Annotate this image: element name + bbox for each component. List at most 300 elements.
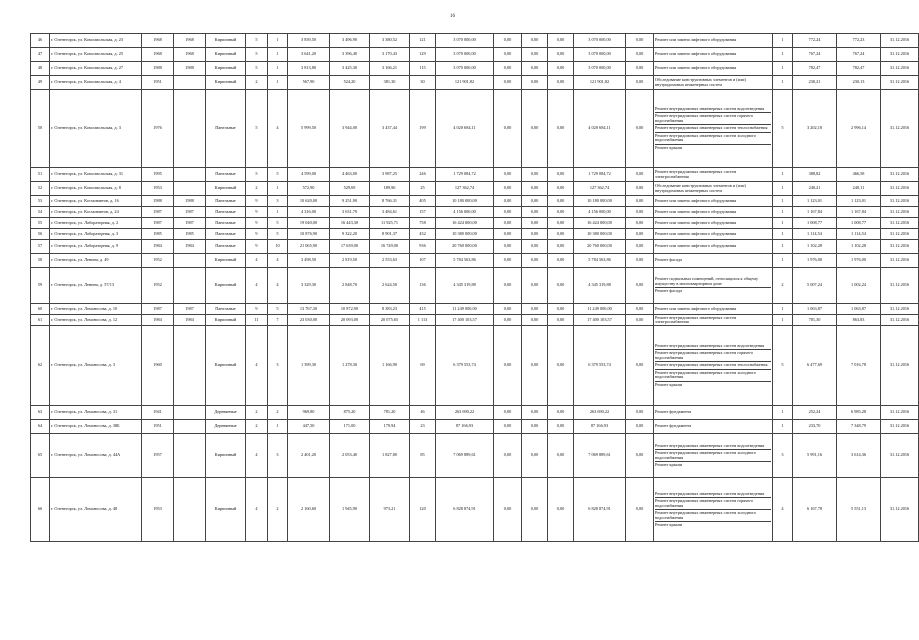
max-unit-cost-cell: 782,47 xyxy=(837,62,881,76)
work-types-cell xyxy=(654,240,773,254)
total-cost-cell: 4 156 000,00 xyxy=(436,207,494,218)
fund-source-2-cell: 0,00 xyxy=(522,406,548,420)
fund-source-2-cell: 0,00 xyxy=(522,34,548,48)
work-type-line: Ремонт или замена лифтового оборудования xyxy=(655,243,737,249)
residents-cell: 136 xyxy=(410,268,436,304)
commission-year-cell: 1987 xyxy=(174,218,206,229)
total-area-cell: 969,80 xyxy=(288,406,330,420)
work-type-line: Обследование конструктивных элементов и (или) внутридомовых инженерных систем xyxy=(655,183,746,193)
premises-area-cell: 2 848,70 xyxy=(330,268,370,304)
table-row xyxy=(31,207,919,218)
deadline-cell: 31.12.2016 xyxy=(881,218,919,229)
fund-source-3-cell: 0,00 xyxy=(548,434,574,478)
fund-source-3-cell: 0,00 xyxy=(548,62,574,76)
work-types-cell xyxy=(654,62,773,76)
table-row xyxy=(31,90,919,168)
fund-source-2-cell: 0,00 xyxy=(522,240,548,254)
row-number: 47 xyxy=(31,48,50,62)
deadline-cell: 31.12.2016 xyxy=(881,254,919,268)
work-type-line: Ремонт или замена лифтового оборудования xyxy=(655,51,737,57)
commission-year-cell xyxy=(174,326,206,406)
fund-source-1-cell: 0,00 xyxy=(494,76,522,90)
fund-source-2-cell: 0,00 xyxy=(522,229,548,240)
total-cost-cell: 6 828 874,91 xyxy=(436,478,494,542)
max-unit-cost-cell: 7 016,78 xyxy=(837,326,881,406)
total-area-cell: 3 329,30 xyxy=(288,268,330,304)
fund-source-2-cell: 0,00 xyxy=(522,315,548,326)
work-types-cell xyxy=(654,420,773,434)
wall-material-cell: Панельные xyxy=(206,218,246,229)
owners-funds-cell: 4 020 684,11 xyxy=(574,90,626,168)
residential-area-cell: 20 075,65 xyxy=(370,315,410,326)
total-area-cell: 3 813,80 xyxy=(288,62,330,76)
fund-source-2-cell: 0,00 xyxy=(522,434,548,478)
unit-cost-cell: 1 114,54 xyxy=(793,229,837,240)
work-types-cell xyxy=(654,315,773,326)
row-number: 59 xyxy=(31,268,50,304)
residential-area-cell: 11 925,71 xyxy=(370,218,410,229)
entrances-cell: 1 xyxy=(268,207,288,218)
row-number: 46 xyxy=(31,34,50,48)
fund-source-1-cell: 0,00 xyxy=(494,48,522,62)
total-cost-cell: 20 760 000,00 xyxy=(436,240,494,254)
table-row xyxy=(31,326,919,406)
residential-area-cell: 1 827,80 xyxy=(370,434,410,478)
other-funds-cell: 0,00 xyxy=(626,90,654,168)
residents-cell: 432 xyxy=(410,229,436,240)
residents-cell: 199 xyxy=(410,90,436,168)
work-type-line: Ремонт внутридомовых инженерных систем теплоснабжения xyxy=(655,125,771,133)
entrances-cell: 4 xyxy=(268,268,288,304)
other-funds-cell: 0,00 xyxy=(626,240,654,254)
max-unit-cost-cell: 1 114,54 xyxy=(837,229,881,240)
build-year-cell: 1968 xyxy=(142,48,174,62)
entrances-cell: 5 xyxy=(268,304,288,315)
work-count-cell: 2 xyxy=(773,268,793,304)
residential-area-cell: 381,30 xyxy=(370,76,410,90)
commission-year-cell: 1988 xyxy=(174,196,206,207)
owners-funds-cell: 121 901,82 xyxy=(574,76,626,90)
work-type-line: Ремонт или замена лифтового оборудования xyxy=(655,65,737,71)
row-number: 62 xyxy=(31,326,50,406)
floors-cell: 2 xyxy=(246,420,268,434)
max-unit-cost-cell: 1 063,87 xyxy=(837,304,881,315)
max-unit-cost-cell: 1 002,24 xyxy=(837,268,881,304)
address-cell: г. Оленегорск, ул. Комсомольская, д. 4 xyxy=(50,76,142,90)
table-row xyxy=(31,196,919,207)
fund-source-2-cell: 0,00 xyxy=(522,196,548,207)
work-type-line: Ремонт крыши xyxy=(655,462,683,467)
owners-funds-cell: 20 760 000,00 xyxy=(574,240,626,254)
address-cell: г. Оленегорск, ул. Лабораторная, д. 2 xyxy=(50,218,142,229)
build-year-cell: 1952 xyxy=(142,254,174,268)
floors-cell: 5 xyxy=(246,62,268,76)
address-cell: г. Оленегорск, ул. Космонавтов, д. 16 xyxy=(50,196,142,207)
total-cost-cell: 263 690,22 xyxy=(436,406,494,420)
commission-year-cell xyxy=(174,268,206,304)
work-count-cell: 5 xyxy=(773,90,793,168)
table-row xyxy=(31,420,919,434)
row-number: 56 xyxy=(31,229,50,240)
residential-area-cell: 189,96 xyxy=(370,182,410,196)
table-row xyxy=(31,76,919,90)
fund-source-1-cell: 0,00 xyxy=(494,420,522,434)
fund-source-1-cell: 0,00 xyxy=(494,315,522,326)
commission-year-cell: 1984 xyxy=(174,240,206,254)
total-area-cell: 447,50 xyxy=(288,420,330,434)
total-cost-cell: 7 069 889,61 xyxy=(436,434,494,478)
other-funds-cell: 0,00 xyxy=(626,229,654,240)
total-cost-cell: 3 070 000,00 xyxy=(436,62,494,76)
address-cell: г. Оленегорск, ул. Комсомольская, д. 8 xyxy=(50,182,142,196)
work-count-cell: 1 xyxy=(773,229,793,240)
address-cell: г. Оленегорск, ул. Ленина, д. 49 xyxy=(50,254,142,268)
floors-cell: 9 xyxy=(246,218,268,229)
total-area-cell: 10 876,90 xyxy=(288,229,330,240)
work-type-line: Ремонт или замена лифтового оборудования xyxy=(655,230,737,236)
work-types-cell xyxy=(654,254,773,268)
floors-cell: 4 xyxy=(246,326,268,406)
work-count-cell: 1 xyxy=(773,218,793,229)
fund-source-3-cell: 0,00 xyxy=(548,48,574,62)
fund-source-3-cell: 0,00 xyxy=(548,76,574,90)
work-types-cell xyxy=(654,304,773,315)
residential-area-cell: 781,20 xyxy=(370,406,410,420)
wall-material-cell: Кирпичный xyxy=(206,254,246,268)
fund-source-3-cell: 0,00 xyxy=(548,196,574,207)
work-type-line: Ремонт внутридомовых инженерных систем теплоснабжения xyxy=(655,362,771,370)
work-count-cell: 1 xyxy=(773,76,793,90)
fund-source-3-cell: 0,00 xyxy=(548,218,574,229)
residential-area-cell: 3 380,52 xyxy=(370,34,410,48)
residential-area-cell: 3 437,44 xyxy=(370,90,410,168)
total-area-cell: 3 839,50 xyxy=(288,34,330,48)
deadline-cell: 31.12.2016 xyxy=(881,168,919,182)
entrances-cell: 1 xyxy=(268,34,288,48)
residents-cell: 46 xyxy=(410,406,436,420)
work-type-line: Ремонт крыши xyxy=(655,522,683,527)
premises-area-cell: 1 278,30 xyxy=(330,326,370,406)
table-row xyxy=(31,434,919,478)
fund-source-2-cell: 0,00 xyxy=(522,326,548,406)
address-cell: г. Оленегорск, ул. Комсомольская, д. 25 xyxy=(50,48,142,62)
floors-cell: 5 xyxy=(246,168,268,182)
total-cost-cell: 1 729 084,72 xyxy=(436,168,494,182)
deadline-cell: 31.12.2016 xyxy=(881,268,919,304)
fund-source-3-cell: 0,00 xyxy=(548,182,574,196)
work-type-line: Ремонт внутридомовых инженерных систем горячего водоснабжения xyxy=(655,498,771,510)
other-funds-cell: 0,00 xyxy=(626,434,654,478)
total-cost-cell: 127 362,74 xyxy=(436,182,494,196)
fund-source-1-cell: 0,00 xyxy=(494,168,522,182)
work-type-line: Ремонт или замена лифтового оборудования xyxy=(655,37,737,43)
work-types-cell xyxy=(654,229,773,240)
owners-funds-cell: 263 690,22 xyxy=(574,406,626,420)
unit-cost-cell: 5 007,24 xyxy=(793,268,837,304)
premises-area-cell: 3 631,70 xyxy=(330,207,370,218)
floors-cell: 4 xyxy=(246,254,268,268)
total-area-cell: 567,90 xyxy=(288,76,330,90)
fund-source-1-cell: 0,00 xyxy=(494,34,522,48)
total-cost-cell: 10 380 000,00 xyxy=(436,229,494,240)
build-year-cell: 1995 xyxy=(142,168,174,182)
max-unit-cost-cell: 230,13 xyxy=(837,76,881,90)
total-cost-cell: 87 166,93 xyxy=(436,420,494,434)
other-funds-cell: 0,00 xyxy=(626,182,654,196)
unit-cost-cell: 252,24 xyxy=(793,406,837,420)
residents-cell: 157 xyxy=(410,207,436,218)
max-unit-cost-cell: 1 008,77 xyxy=(837,218,881,229)
owners-funds-cell: 7 069 889,61 xyxy=(574,434,626,478)
work-types-cell xyxy=(654,326,773,406)
fund-source-1-cell: 0,00 xyxy=(494,326,522,406)
total-area-cell: 21 065,90 xyxy=(288,240,330,254)
residents-cell: 25 xyxy=(410,182,436,196)
commission-year-cell: 1987 xyxy=(174,304,206,315)
work-types-cell xyxy=(654,182,773,196)
premises-area-cell: 16 443,30 xyxy=(330,218,370,229)
table-row xyxy=(31,268,919,304)
residential-area-cell: 8 766,31 xyxy=(370,196,410,207)
row-number: 53 xyxy=(31,196,50,207)
premises-area-cell: 875,20 xyxy=(330,406,370,420)
wall-material-cell: Кирпичный xyxy=(206,62,246,76)
fund-source-3-cell: 0,00 xyxy=(548,168,574,182)
premises-area-cell: 3 496,90 xyxy=(330,34,370,48)
residential-area-cell: 8 901,37 xyxy=(370,229,410,240)
build-year-cell: 1960 xyxy=(142,326,174,406)
residential-area-cell: 16 749,00 xyxy=(370,240,410,254)
fund-source-1-cell: 0,00 xyxy=(494,406,522,420)
total-area-cell: 1 399,30 xyxy=(288,326,330,406)
fund-source-2-cell: 0,00 xyxy=(522,207,548,218)
other-funds-cell: 0,00 xyxy=(626,254,654,268)
total-cost-cell: 17 400 103,57 xyxy=(436,315,494,326)
fund-source-3-cell: 0,00 xyxy=(548,229,574,240)
owners-funds-cell: 6 379 553,74 xyxy=(574,326,626,406)
fund-source-2-cell: 0,00 xyxy=(522,90,548,168)
row-number: 51 xyxy=(31,168,50,182)
wall-material-cell: Кирпичный xyxy=(206,76,246,90)
build-year-cell: 1985 xyxy=(142,229,174,240)
table-row xyxy=(31,254,919,268)
entrances-cell: 5 xyxy=(268,218,288,229)
residential-area-cell: 3 484,61 xyxy=(370,207,410,218)
other-funds-cell: 0,00 xyxy=(626,268,654,304)
build-year-cell: 1968 xyxy=(142,34,174,48)
unit-cost-cell: 230,21 xyxy=(793,76,837,90)
unit-cost-cell: 5 991,16 xyxy=(793,434,837,478)
entrances-cell: 1 xyxy=(268,62,288,76)
total-area-cell: 19 040,00 xyxy=(288,218,330,229)
address-cell: г. Оленегорск, ул. Комсомольская, д. 3 xyxy=(50,90,142,168)
wall-material-cell: Панельные xyxy=(206,196,246,207)
unit-cost-cell: 240,21 xyxy=(793,182,837,196)
premises-area-cell: 3 425,30 xyxy=(330,62,370,76)
total-cost-cell: 16 424 000,00 xyxy=(436,218,494,229)
total-area-cell: 2 401,20 xyxy=(288,434,330,478)
total-area-cell: 13 767,30 xyxy=(288,304,330,315)
other-funds-cell: 0,00 xyxy=(626,326,654,406)
deadline-cell: 31.12.2016 xyxy=(881,62,919,76)
work-count-cell: 1 xyxy=(773,207,793,218)
max-unit-cost-cell: 767,24 xyxy=(837,48,881,62)
unit-cost-cell: 781,30 xyxy=(793,315,837,326)
work-type-line: Ремонт фасада xyxy=(655,257,683,263)
residents-cell: 415 xyxy=(410,304,436,315)
owners-funds-cell: 10 180 000,00 xyxy=(574,196,626,207)
fund-source-2-cell: 0,00 xyxy=(522,254,548,268)
deadline-cell: 31.12.2016 xyxy=(881,434,919,478)
work-count-cell: 1 xyxy=(773,420,793,434)
max-unit-cost-cell: 1 102,28 xyxy=(837,240,881,254)
fund-source-3-cell: 0,00 xyxy=(548,406,574,420)
other-funds-cell: 0,00 xyxy=(626,76,654,90)
address-cell: г. Оленегорск, ул. Комсомольская, д. 27 xyxy=(50,62,142,76)
fund-source-1-cell: 0,00 xyxy=(494,218,522,229)
total-cost-cell: 5 784 563,86 xyxy=(436,254,494,268)
owners-funds-cell: 127 362,74 xyxy=(574,182,626,196)
commission-year-cell: 1987 xyxy=(174,207,206,218)
wall-material-cell: Кирпичный xyxy=(206,48,246,62)
deadline-cell: 31.12.2016 xyxy=(881,240,919,254)
build-year-cell: 1984 xyxy=(142,240,174,254)
wall-material-cell: Панельные xyxy=(206,229,246,240)
fund-source-2-cell: 0,00 xyxy=(522,304,548,315)
commission-year-cell: 1968 xyxy=(174,48,206,62)
unit-cost-cell: 1 167,84 xyxy=(793,207,837,218)
wall-material-cell: Деревянные xyxy=(206,420,246,434)
fund-source-3-cell: 0,00 xyxy=(548,90,574,168)
residents-cell: 758 xyxy=(410,218,436,229)
residential-area-cell: 2 624,50 xyxy=(370,268,410,304)
fund-source-3-cell: 0,00 xyxy=(548,304,574,315)
work-count-cell: 4 xyxy=(773,478,793,542)
unit-cost-cell: 3 202,18 xyxy=(793,90,837,168)
build-year-cell: 1957 xyxy=(142,434,174,478)
owners-funds-cell: 17 400 103,57 xyxy=(574,315,626,326)
address-cell: г. Оленегорск, ул. Комсомольская, д. 23 xyxy=(50,34,142,48)
row-number: 48 xyxy=(31,62,50,76)
deadline-cell: 31.12.2016 xyxy=(881,326,919,406)
total-area-cell: 23 030,00 xyxy=(288,315,330,326)
fund-source-1-cell: 0,00 xyxy=(494,268,522,304)
other-funds-cell: 0,00 xyxy=(626,34,654,48)
row-number: 58 xyxy=(31,254,50,268)
owners-funds-cell: 4 156 000,00 xyxy=(574,207,626,218)
build-year-cell: 1988 xyxy=(142,196,174,207)
owners-funds-cell: 6 828 874,91 xyxy=(574,478,626,542)
deadline-cell: 31.12.2016 xyxy=(881,420,919,434)
row-number: 57 xyxy=(31,240,50,254)
build-year-cell: 1951 xyxy=(142,420,174,434)
commission-year-cell xyxy=(174,420,206,434)
entrances-cell: 2 xyxy=(268,478,288,542)
fund-source-3-cell: 0,00 xyxy=(548,34,574,48)
deadline-cell: 31.12.2016 xyxy=(881,315,919,326)
commission-year-cell xyxy=(174,182,206,196)
unit-cost-cell: 1 008,77 xyxy=(793,218,837,229)
build-year-cell: 1952 xyxy=(142,268,174,304)
unit-cost-cell: 1 976,00 xyxy=(793,254,837,268)
entrances-cell: 4 xyxy=(268,90,288,168)
fund-source-2-cell: 0,00 xyxy=(522,168,548,182)
work-count-cell: 1 xyxy=(773,406,793,420)
work-types-cell xyxy=(654,76,773,90)
residents-cell: 120 xyxy=(410,478,436,542)
work-types-cell xyxy=(654,406,773,420)
floors-cell: 4 xyxy=(246,434,268,478)
owners-funds-cell: 87 166,93 xyxy=(574,420,626,434)
commission-year-cell xyxy=(174,254,206,268)
work-type-line: Ремонт фасада xyxy=(655,288,683,294)
fund-source-3-cell: 0,00 xyxy=(548,240,574,254)
deadline-cell: 31.12.2016 xyxy=(881,196,919,207)
total-area-cell: 572,90 xyxy=(288,182,330,196)
row-number: 66 xyxy=(31,478,50,542)
address-cell: г. Оленегорск, ул. Ломоносова, д. 48 xyxy=(50,478,142,542)
address-cell: г. Оленегорск, ул. Ломоносова, д. 38Б xyxy=(50,420,142,434)
residential-area-cell: 2 553,63 xyxy=(370,254,410,268)
work-count-cell: 1 xyxy=(773,62,793,76)
address-cell: г. Оленегорск, ул. Лабораторная, д. 9 xyxy=(50,240,142,254)
owners-funds-cell: 11 249 000,00 xyxy=(574,304,626,315)
total-area-cell: 3 641,20 xyxy=(288,48,330,62)
residents-cell: 23 xyxy=(410,420,436,434)
unit-cost-cell: 767,24 xyxy=(793,48,837,62)
wall-material-cell: Кирпичный xyxy=(206,434,246,478)
entrances-cell: 1 xyxy=(268,182,288,196)
wall-material-cell: Кирпичный xyxy=(206,326,246,406)
build-year-cell: 1987 xyxy=(142,207,174,218)
residents-cell: 115 xyxy=(410,62,436,76)
owners-funds-cell: 4 345 319,88 xyxy=(574,268,626,304)
table-row xyxy=(31,34,919,48)
entrances-cell: 3 xyxy=(268,434,288,478)
build-year-cell: 1987 xyxy=(142,218,174,229)
work-type-line: Ремонт или замена лифтового оборудования xyxy=(655,197,737,203)
address-cell: г. Оленегорск, ул. Ломоносова, д. 10 xyxy=(50,304,142,315)
address-cell: г. Оленегорск, ул. Ломоносова, д. 3 xyxy=(50,326,142,406)
other-funds-cell: 0,00 xyxy=(626,478,654,542)
work-count-cell: 1 xyxy=(773,240,793,254)
residents-cell: 30 xyxy=(410,76,436,90)
table-row xyxy=(31,229,919,240)
premises-area-cell: 2 819,50 xyxy=(330,254,370,268)
max-unit-cost-cell: 240,11 xyxy=(837,182,881,196)
premises-area-cell: 2 053,40 xyxy=(330,434,370,478)
entrances-cell: 3 xyxy=(268,196,288,207)
residential-area-cell: 3 987,25 xyxy=(370,168,410,182)
fund-source-1-cell: 0,00 xyxy=(494,478,522,542)
build-year-cell: 1953 xyxy=(142,478,174,542)
residents-cell: 936 xyxy=(410,240,436,254)
fund-source-3-cell: 0,00 xyxy=(548,268,574,304)
row-number: 52 xyxy=(31,182,50,196)
fund-source-2-cell: 0,00 xyxy=(522,218,548,229)
max-unit-cost-cell: 2 996,14 xyxy=(837,90,881,168)
floors-cell: 9 xyxy=(246,229,268,240)
address-cell: г. Оленегорск, ул. Ломоносова, д. 44А xyxy=(50,434,142,478)
row-number: 50 xyxy=(31,90,50,168)
work-types-cell xyxy=(654,434,773,478)
work-type-line: Ремонт фундамента xyxy=(655,423,692,429)
residents-cell: 107 xyxy=(410,254,436,268)
table-row xyxy=(31,406,919,420)
address-cell: г. Оленегорск, ул. Космонавтов, д. 24 xyxy=(50,207,142,218)
floors-cell: 9 xyxy=(246,304,268,315)
row-number: 64 xyxy=(31,420,50,434)
